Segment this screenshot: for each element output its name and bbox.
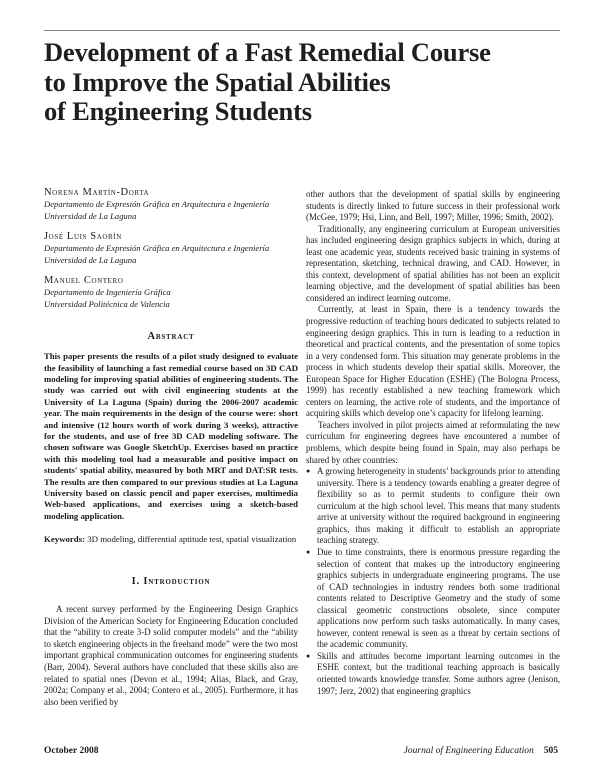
author-affiliation: Universidad de La Laguna [44,210,137,221]
footer-journal [404,746,558,756]
author-name: Manuel Contero [44,275,124,287]
intro-paragraph: A recent survey performed by the Engineering Design Graphics Division of the American Society for Engineering Education concluded that the “ability to create 3-D solid computer models” and the “ability to sketch engineering objects in the freehand mode” were the two most important graphical communication outcomes for engineering students (Barr, 2004). Several authors have concluded that these skills also are related to spatial ones (Devon et al., 1994; Alias, Black, and Gray, 2002a; Company et al., 2004; Contero et al., 2005). Furthermore, it has also been verified by [44,604,298,707]
journal-name: Journal of Engineering Education [403,746,534,756]
list-item: ● Due to time constraints, there is enormous pressure regarding the selection of content that makes up the introductory engineering graphics subjects in undergraduate engineering programs. The use of CAD technologies in industry renders both some traditional contents related to Descriptive Geometry and the study of some classical geometric constructions obsolete, since computer applications now perform such tasks automatically. In many cases, however, content renewal is seen as a threat by certain sections of the academic community. [306,547,560,651]
body-paragraph: Teachers involved in pilot projects aimed at reformulating the new curriculum for engineering degrees have encountered a number of problems, which despite being found in Spain, may also perhaps be shared by other countries: [306,419,560,465]
body-paragraph: Traditionally, any engineering curriculum at European universities has included engineering design graphics subjects in which, during at least one academic year, students received basic training in systems of representation, sketching, technical drawing, and CAD. However, in this context, development of spatial abilities has not been an explicit learning objective, and the development of spatial abilities has been considered an indirect learning outcome. [306,223,560,303]
author-affiliation: Departamento de Expresión Gráfica en Arquitectura e Ingeniería [44,199,270,209]
abstract-heading: Abstract [147,330,195,342]
title-line: of Engineering Students [44,96,312,126]
introduction-heading: I. Introduction [131,575,211,587]
page-number: 505 [543,746,558,756]
abstract-text: This paper presents the results of a pilot study designed to evaluate the feasibility of launching a fast remedial course based on 3D CAD modeling for improving spatial abilities of engineering students. The study was carried out with civil engineering students at the University of La Laguna (Spain) during the 2006-2007 academic year. The main requirements in the design of the course were: short and intensive (12 hours worth of work during 3 weeks), attractive for the students, and use of free 3D CAD modeling software. The chosen software was Google SketchUp. Exercises based on practice with this modeling tool had a measurable and positive impact on students' spatial ability, measured by both MRT and DAT:SR tests. The results are then compared to our previous studies at La Laguna University based on classic pencil and paper exercises, multimedia Web-based applications, and exercises using a sketch-based modeling application. [44,351,298,521]
author-affiliation: Universidad de La Laguna [44,254,137,265]
left-column [44,187,298,708]
list-item: ● A growing heterogeneity in students’ backgrounds prior to attending university. There is a tendency towards enabling a greater degree of flexibility so as to permit students to configure their own curriculum at the high school level. This means that many students arrive at university without the required background in engineering graphics, thus making it difficult to establish an appropriate teaching strategy. [306,466,560,547]
top-rule [44,30,560,31]
author-affiliation: Departamento de Expresión Gráfica en Arquitectura e Ingeniería [44,243,270,254]
keywords-label: Keywords: [44,534,86,545]
author-name: Norena Martín-Dorta [44,187,150,198]
title-line: Development of a Fast Remedial Course [44,37,491,67]
author-affiliation: Universidad Politécnica de Valencia [44,298,170,309]
right-column [306,189,560,697]
author-block [44,231,298,266]
problem-list [306,466,560,697]
footer-date: October 2008 [44,746,99,756]
keywords [44,534,298,545]
title-line: to Improve the Spatial Abilities [44,66,391,97]
author-block [44,275,298,310]
list-item: ● Skills and attitudes become important learning outcomes in the ESHE context, but the traditional teaching approach is basically oriented towards knowledge transfer. Some authors agree (Jenison, 1997; Jerz, 2002) that engineering graphics [306,651,560,697]
author-name: José Luis Saorín [44,231,122,243]
body-paragraph: other authors that the development of spatial skills by engineering students is directly linked to future success in their professional work (McGee, 1979; Hsi, Linn, and Bell, 1997; Miller, 1996; Smith, 2002). [306,189,560,223]
author-block [44,187,298,222]
paper-title [44,38,564,127]
author-affiliation: Departamento de Ingeniería Gráfica [44,287,171,298]
keywords-text: 3D modeling, differential aptitude test, spatial visualization [85,534,297,545]
body-paragraph: Currently, at least in Spain, there is a tendency towards the progressive reduction of teaching hours dedicated to subjects related to engineering design graphics. This in turn is leading to a reduction in theoretical and practical contents, and the presentation of some topics in a very condensed form. This situation may generate problems in the process in which students develop their spatial skills. Moreover, the European Space for Higher Education (ESHE) (The Bologna Process, 1999) has recently established a new teaching framework which centers on learning, the active role of students, and the importance of acquiring skills which develop one’s capacity for lifelong learning. [306,304,560,419]
